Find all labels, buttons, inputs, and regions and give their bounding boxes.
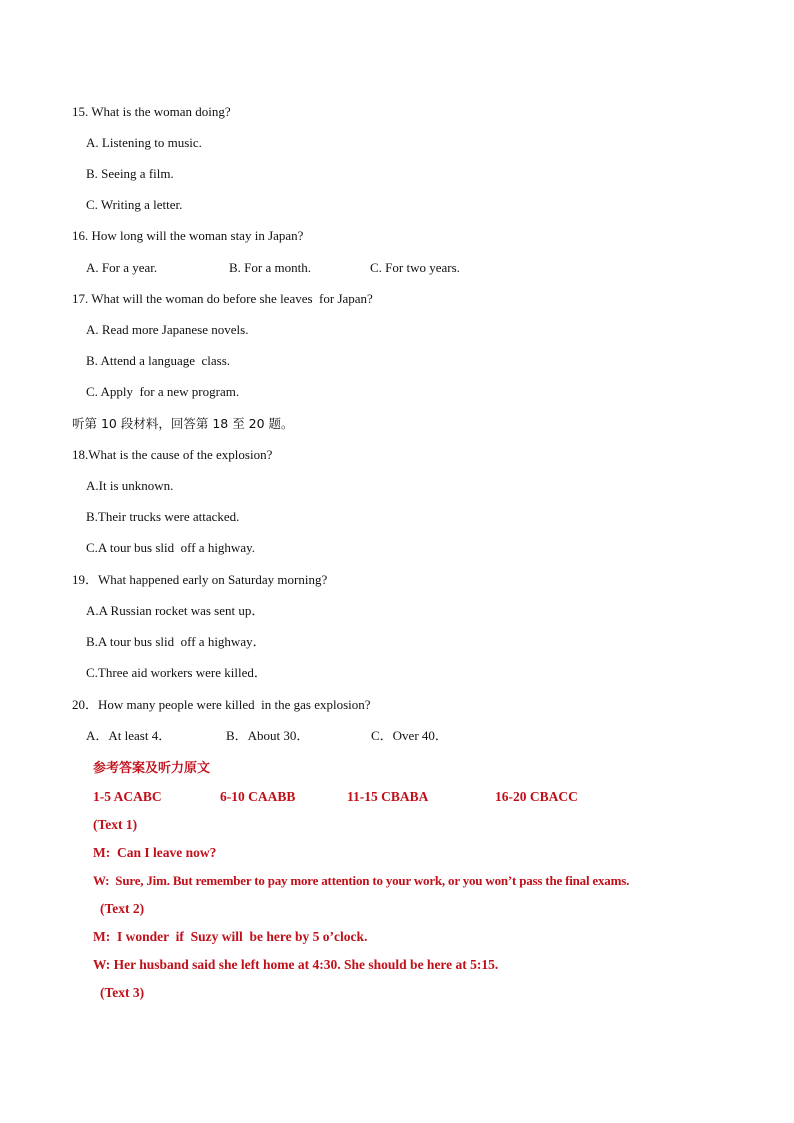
answer-range-11-15: 11-15 CBABA — [347, 789, 429, 804]
q17-option-c: C. Apply for a new program. — [86, 384, 240, 399]
q16-option-a: A. For a year. — [86, 260, 158, 275]
q15-stem: 15. What is the woman doing? — [72, 104, 231, 119]
answer-key-title: 参考答案及听力原文 — [93, 761, 211, 776]
text-2-woman-line: W: Her husband said she left home at 4:30. She should be here at 5:15. — [93, 957, 499, 972]
q20-option-a: A．At least 4． — [86, 728, 172, 743]
q20-stem: 20．How many people were killed in the gas explosion? — [72, 697, 371, 712]
q17-option-b: B. Attend a language class. — [86, 353, 231, 368]
text-2-man-line: M: I wonder if Suzy will be here by 5 o’clock. — [93, 929, 368, 944]
text-2-label: (Text 2) — [100, 901, 145, 916]
text-3-label: (Text 3) — [100, 985, 145, 1000]
q19-option-a: A.A Russian rocket was sent up． — [86, 603, 265, 618]
text-1-label: (Text 1) — [93, 817, 138, 832]
section-instruction: 听第 10 段材料，回答第 18 至 20 题。 — [72, 416, 294, 431]
q17-stem: 17. What will the woman do before she leaves for Japan? — [72, 291, 373, 306]
q15-option-a: A. Listening to music. — [86, 135, 202, 150]
q18-option-a: A.It is unknown. — [86, 478, 174, 493]
q16-option-b: B. For a month. — [229, 260, 311, 275]
q15-option-c: C. Writing a letter. — [86, 197, 183, 212]
q19-option-b: B.A tour bus slid off a highway． — [86, 634, 266, 649]
q20-option-b: B．About 30． — [226, 728, 310, 743]
q16-stem: 16. How long will the woman stay in Japan? — [72, 228, 304, 243]
answer-range-6-10: 6-10 CAABB — [220, 789, 296, 804]
q20-option-c: C．Over 40． — [371, 728, 448, 743]
q18-stem: 18.What is the cause of the explosion? — [72, 447, 273, 462]
q15-option-b: B. Seeing a film. — [86, 166, 174, 181]
q16-option-c: C. For two years. — [370, 260, 460, 275]
answer-range-1-5: 1-5 ACABC — [93, 789, 162, 804]
q18-option-b: B.Their trucks were attacked. — [86, 509, 240, 524]
text-1-man-line: M: Can I leave now? — [93, 845, 217, 860]
answer-range-16-20: 16-20 CBACC — [495, 789, 578, 804]
q19-stem: 19．What happened early on Saturday morning? — [72, 572, 328, 587]
text-1-woman-line: W: Sure, Jim. But remember to pay more attention to your work, or you won’t pass the final exams. — [93, 873, 630, 888]
q18-option-c: C.A tour bus slid off a highway. — [86, 540, 255, 555]
q19-option-c: C.Three aid workers were killed． — [86, 665, 267, 680]
q17-option-a: A. Read more Japanese novels. — [86, 322, 249, 337]
